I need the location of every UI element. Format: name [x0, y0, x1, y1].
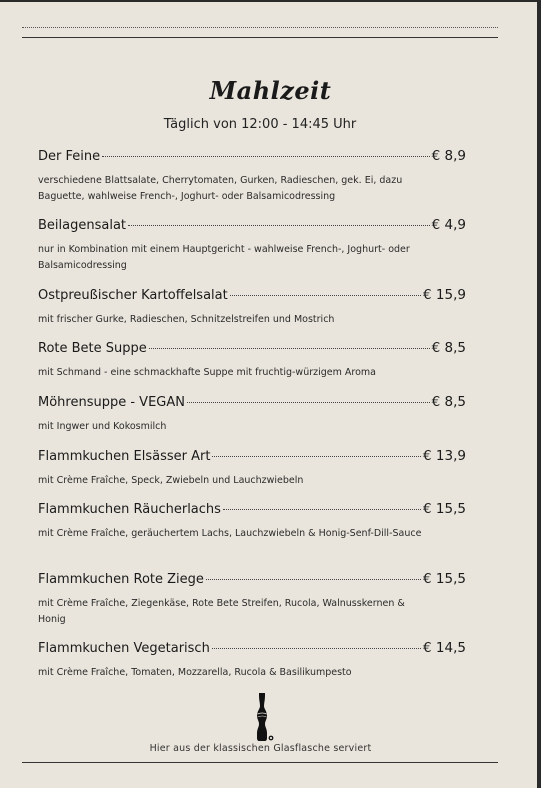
menu-item-price: € 8,9: [431, 148, 466, 164]
menu-item-price: € 15,5: [423, 501, 466, 517]
menu-item-name: Beilagensalat: [38, 218, 127, 233]
cola-bottle-icon: [252, 692, 276, 742]
menu-item: [38, 148, 466, 205]
menu-item-name: Flammkuchen Vegetarisch: [38, 641, 210, 656]
dot-leader: [128, 225, 430, 226]
menu-item-name: Der Feine: [38, 149, 101, 164]
bottom-divider: [22, 762, 498, 763]
top-dotted-divider: [22, 27, 498, 28]
page-frame-top: [0, 0, 541, 2]
dot-leader: [212, 456, 421, 457]
menu-item-price: € 15,9: [423, 287, 466, 303]
menu-item-description: mit Schmand - eine schmackhafte Suppe mit fruchtig-würzigem Aroma: [38, 367, 376, 378]
menu-item-name: Flammkuchen Elsässer Art: [38, 449, 211, 464]
dot-leader: [230, 295, 421, 296]
menu-item: [38, 640, 466, 681]
dot-leader: [187, 402, 430, 403]
menu-item-description: mit Crème Fraîche, Tomaten, Mozzarella, Rucola & Basilikumpesto: [38, 667, 352, 678]
menu-item-price: € 14,5: [423, 640, 466, 656]
menu-item-description: mit Crème Fraîche, geräuchertem Lachs, Lauchzwiebeln & Honig-Senf-Dill-Sauce: [38, 528, 422, 539]
menu-item: [38, 571, 466, 628]
menu-item: [38, 448, 466, 489]
dot-leader: [206, 579, 421, 580]
menu-item-price: € 13,9: [423, 448, 466, 464]
menu-subtitle: Täglich von 12:00 - 14:45 Uhr: [163, 117, 357, 132]
dot-leader: [149, 348, 430, 349]
menu-item: [38, 340, 466, 381]
menu-item-price: € 4,9: [431, 217, 466, 233]
menu-item-description: mit Ingwer und Kokosmilch: [38, 421, 167, 432]
menu-item-description: verschiedene Blattsalate, Cherrytomaten, Gurken, Radieschen, gek. Ei, dazu Baguette, wahlweise French-, Joghurt- oder Balsamicodressing: [38, 175, 403, 202]
dot-leader: [102, 156, 430, 157]
menu-item-price: € 8,5: [431, 340, 466, 356]
menu-item-description: nur in Kombination mit einem Hauptgericht - wahlweise French-, Joghurt- oder Balsamicodressing: [38, 244, 410, 271]
menu-item: [38, 394, 466, 435]
dot-leader: [223, 509, 421, 510]
menu-item: [38, 287, 466, 328]
menu-title: Mahlzeit: [209, 76, 332, 105]
menu-item-name: Flammkuchen Räucherlachs: [38, 502, 221, 517]
menu-item-name: Ostpreußischer Kartoffelsalat: [38, 288, 228, 303]
dot-leader: [212, 648, 421, 649]
menu-item-price: € 15,5: [423, 571, 466, 587]
menu-item-name: Flammkuchen Rote Ziege: [38, 572, 204, 587]
menu-item-name: Rote Bete Suppe: [38, 341, 147, 356]
menu-item-description: mit frischer Gurke, Radieschen, Schnitzelstreifen und Mostrich: [38, 314, 335, 325]
footer-note: Hier aus der klassischen Glasflasche serviert: [149, 743, 372, 754]
menu-item-description: mit Crème Fraîche, Ziegenkäse, Rote Bete Streifen, Rucola, Walnusskernen & Honig: [38, 598, 405, 625]
top-divider: [22, 37, 498, 38]
menu-item-name: Möhrensuppe - VEGAN: [38, 395, 185, 410]
page-frame-right: [537, 0, 541, 788]
menu-item-description: mit Crème Fraîche, Speck, Zwiebeln und Lauchzwiebeln: [38, 475, 304, 486]
menu-item-price: € 8,5: [431, 394, 466, 410]
menu-item: [38, 217, 466, 274]
menu-item: [38, 501, 466, 542]
